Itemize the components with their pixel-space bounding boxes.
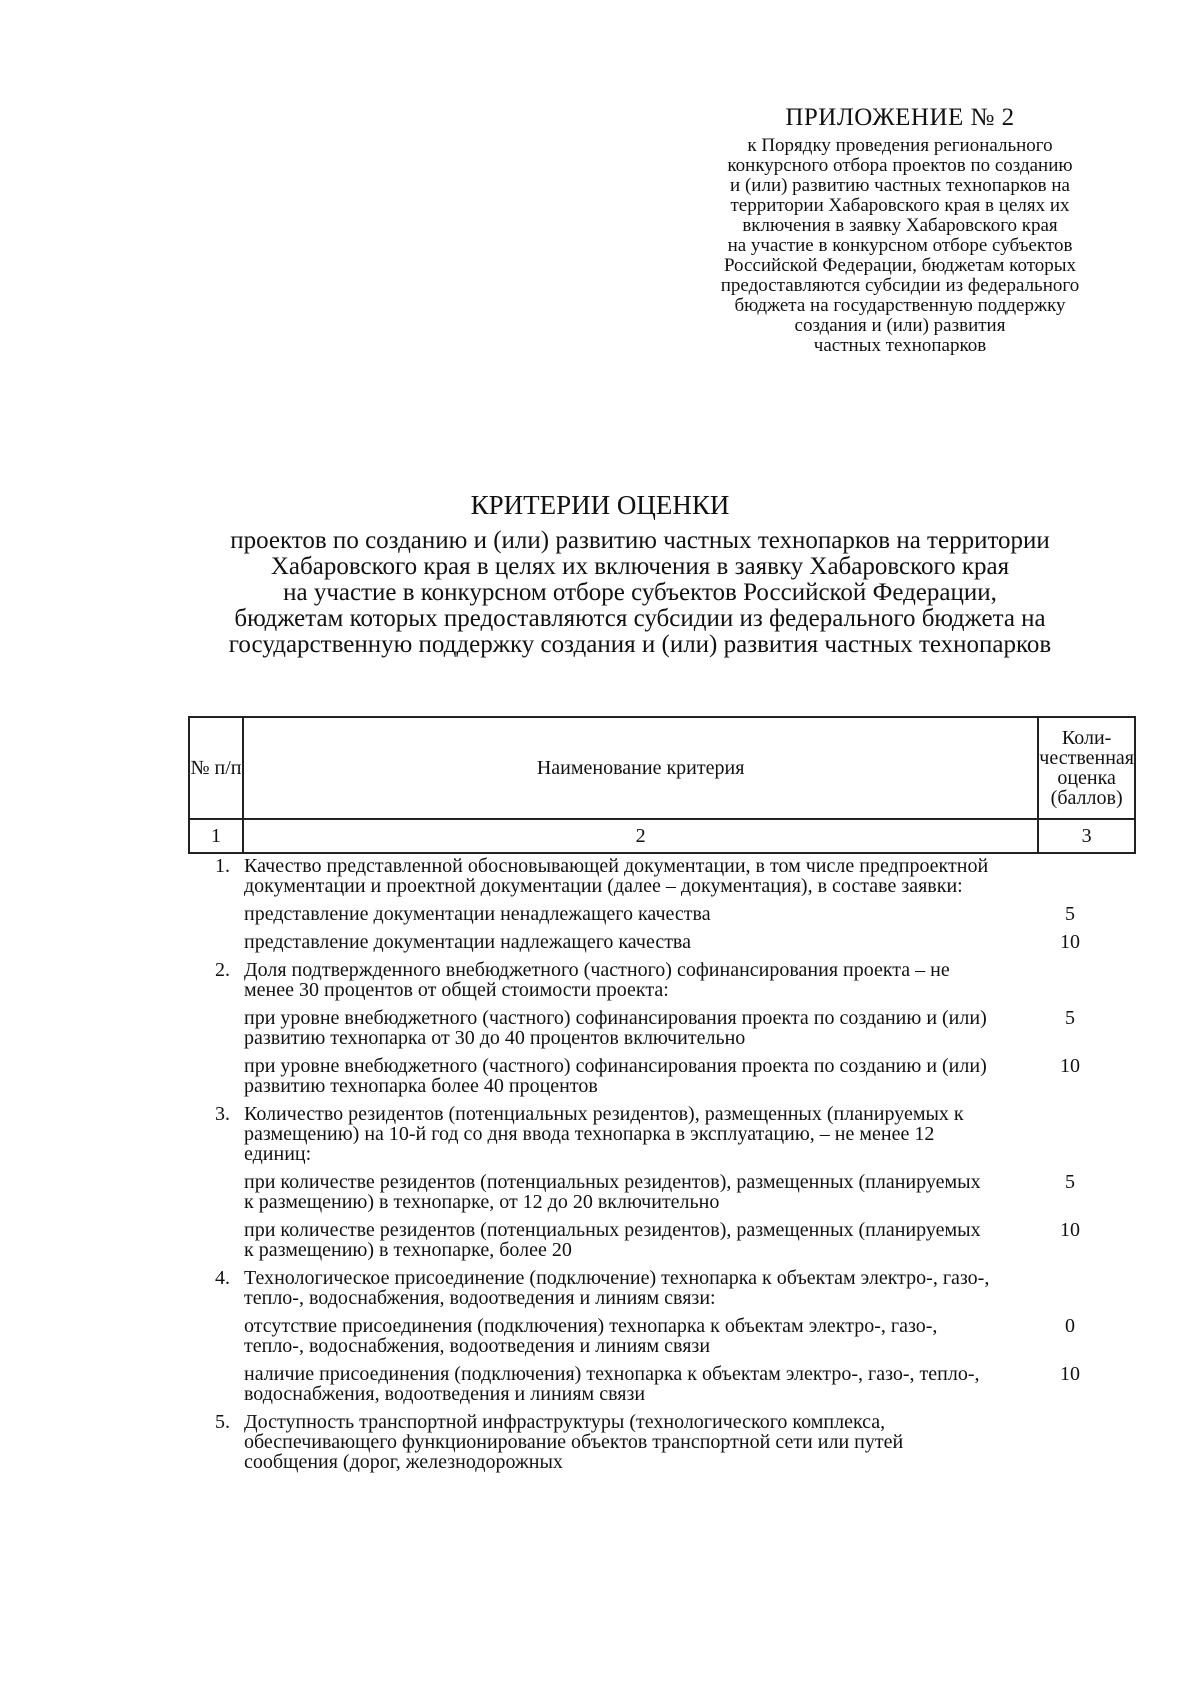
appendix-line: бюджета на государственную поддержку xyxy=(734,295,1066,316)
option-score: 10 xyxy=(1060,931,1080,953)
option-text: при уровне внебюджетного (частного) софинансирования проекта по созданию и (или) развитию технопарка от 30 до 40 процентов включительно xyxy=(244,1007,987,1049)
criteria-table-header xyxy=(188,716,1136,854)
subtitle-line: бюджетам которых предоставляются субсидии из федерального бюджета на xyxy=(234,605,1046,632)
subtitle-line: Хабаровского края в целях их включения в заявку Хабаровского края xyxy=(270,553,1010,580)
criterion-row xyxy=(188,1268,1136,1308)
criterion-3 xyxy=(188,1104,1136,1260)
option-score: 10 xyxy=(1060,1363,1080,1385)
appendix-line: создания и (или) развития xyxy=(794,315,1006,336)
criterion-2 xyxy=(188,960,1136,1096)
option-text: отсутствие присоединения (подключения) технопарка к объектам электро-, газо-, тепло-, водоснабжения, водоотведения и линиям связи xyxy=(244,1315,938,1357)
option-indent xyxy=(188,1172,244,1212)
criterion-option xyxy=(188,1172,1136,1212)
appendix-line: конкурсного отбора проектов по созданию xyxy=(727,155,1073,176)
index-cell: 2 xyxy=(243,819,1038,853)
option-indent xyxy=(188,1316,244,1356)
index-cell: 1 xyxy=(189,819,243,853)
criterion-number: 3. xyxy=(215,1103,230,1125)
criterion-option xyxy=(188,1008,1136,1048)
option-score: 5 xyxy=(1065,1171,1075,1193)
criterion-score xyxy=(994,1412,1136,1472)
option-text: при количестве резидентов (потенциальных резидентов), размещенных (планируемых к размещению) в технопарке, более 20 xyxy=(244,1219,981,1261)
appendix-line: частных технопарков xyxy=(813,335,987,356)
subtitle-line: государственную поддержку создания и (или) развития частных технопарков xyxy=(228,631,1052,658)
appendix-line: территории Хабаровского края в целях их xyxy=(730,195,1070,216)
option-indent xyxy=(188,1220,244,1260)
option-indent xyxy=(188,1364,244,1404)
criterion-option xyxy=(188,904,1136,924)
appendix-line: и (или) развитию частных технопарков на xyxy=(730,175,1070,196)
option-score: 0 xyxy=(1065,1315,1075,1337)
subtitle-line: проектов по созданию и (или) развитию частных технопарков на территории xyxy=(230,527,1050,554)
criterion-score xyxy=(994,1104,1136,1164)
criterion-5 xyxy=(188,1412,1136,1472)
option-score: 10 xyxy=(1060,1055,1080,1077)
option-text: представление документации надлежащего качества xyxy=(244,931,691,953)
option-score: 10 xyxy=(1060,1219,1080,1241)
criterion-row xyxy=(188,960,1136,1000)
option-indent xyxy=(188,1008,244,1048)
option-indent xyxy=(188,904,244,924)
header-name: Наименование критерия xyxy=(243,717,1038,819)
index-row xyxy=(189,819,1135,853)
appendix-heading: ПРИЛОЖЕНИЕ № 2 xyxy=(785,104,1015,131)
criterion-option xyxy=(188,1056,1136,1096)
criterion-row xyxy=(188,1104,1136,1164)
criterion-score xyxy=(994,960,1136,1000)
appendix-line: предоставляются субсидии из федерального xyxy=(720,275,1080,296)
criterion-score xyxy=(994,1268,1136,1308)
option-indent xyxy=(188,1056,244,1096)
index-cell: 3 xyxy=(1038,819,1135,853)
appendix-line: включения в заявку Хабаровского края xyxy=(742,215,1058,236)
header-num: № п/п xyxy=(189,717,243,819)
option-text: при количестве резидентов (потенциальных резидентов), размещенных (планируемых к размещению) в технопарке, от 12 до 20 включительно xyxy=(244,1171,981,1213)
criterion-number: 1. xyxy=(215,855,230,877)
header-score: Коли-чественная оценка (баллов) xyxy=(1038,717,1135,819)
option-score: 5 xyxy=(1065,1007,1075,1029)
criterion-4 xyxy=(188,1268,1136,1404)
appendix-line: Российской Федерации, бюджетам которых xyxy=(723,255,1077,276)
criterion-number: 4. xyxy=(215,1267,230,1289)
page-title: КРИТЕРИИ ОЦЕНКИ xyxy=(470,490,730,520)
appendix-block xyxy=(660,104,1140,356)
criterion-1 xyxy=(188,856,1136,952)
criterion-number: 2. xyxy=(215,959,230,981)
option-text: представление документации ненадлежащего качества xyxy=(244,903,711,925)
option-text: при уровне внебюджетного (частного) софинансирования проекта по созданию и (или) развитию технопарка более 40 процентов xyxy=(244,1055,987,1097)
option-score: 5 xyxy=(1065,903,1075,925)
appendix-line: на участие в конкурсном отборе субъектов xyxy=(727,235,1073,256)
option-text: наличие присоединения (подключения) технопарка к объектам электро-, газо-, тепло-, водоснабжения, водоотведения и линиям связи xyxy=(244,1363,980,1405)
option-indent xyxy=(188,932,244,952)
criterion-option xyxy=(188,1364,1136,1404)
criterion-text: Количество резидентов (потенциальных резидентов), размещенных (планируемых к размещению) на 10-й год со дня ввода технопарка в эксплуатацию, – не менее 12 единиц: xyxy=(244,1103,964,1165)
criterion-number: 5. xyxy=(215,1411,230,1433)
criterion-option xyxy=(188,932,1136,952)
criterion-option xyxy=(188,1316,1136,1356)
header-row xyxy=(189,717,1135,819)
subtitle-line: на участие в конкурсном отборе субъектов Российской Федерации, xyxy=(283,579,997,606)
appendix-line: к Порядку проведения регионального xyxy=(747,135,1053,156)
criterion-score xyxy=(994,856,1136,896)
page-subtitle xyxy=(150,528,1130,658)
criterion-text: Технологическое присоединение (подключение) технопарка к объектам электро-, газо-, тепло-, водоснабжения, водоотведения и линиям связи: xyxy=(244,1267,990,1309)
criterion-text: Доля подтвержденного внебюджетного (частного) софинансирования проекта – не менее 30 процентов от общей стоимости проекта: xyxy=(244,959,950,1001)
criterion-text: Качество представленной обосновывающей документации, в том числе предпроектной документации и проектной документации (далее – документация), в составе заявки: xyxy=(244,855,989,897)
criterion-row xyxy=(188,1412,1136,1472)
criterion-row xyxy=(188,856,1136,896)
criterion-option xyxy=(188,1220,1136,1260)
criterion-text: Доступность транспортной инфраструктуры (технологического комплекса, обеспечивающего функционирование объектов транспортной сети или путей сообщения (дорог, железнодорожных xyxy=(244,1411,904,1473)
criteria-list xyxy=(188,856,1136,1480)
